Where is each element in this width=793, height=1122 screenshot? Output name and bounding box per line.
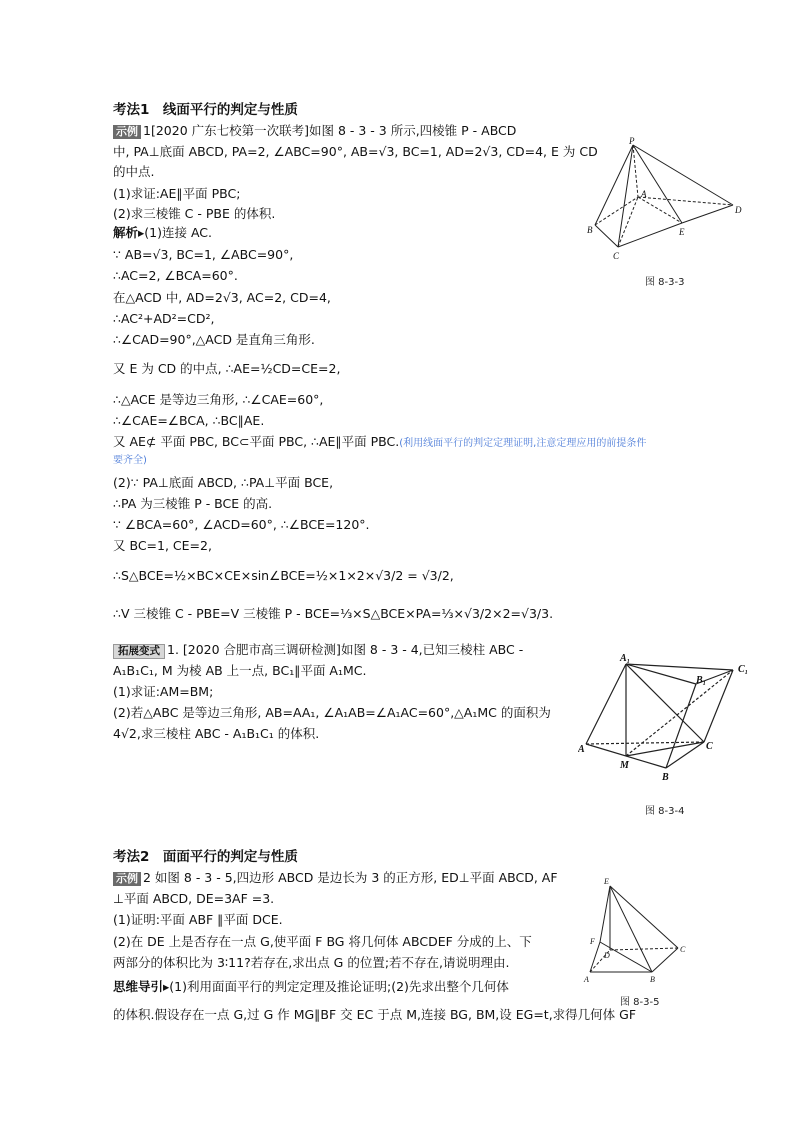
solution-line-11: (2)∵ PA⊥底面 ABCD, ∴PA⊥平面 BCE, xyxy=(113,475,334,490)
solution-note-cont: 要齐全) xyxy=(113,455,147,466)
solution-line-13: ∵ ∠BCA=60°, ∠ACD=60°, ∴∠BCE=120°. xyxy=(113,517,370,532)
variant-q1: (1)求证:AM=BM; xyxy=(113,684,214,699)
svg-text:A: A xyxy=(641,189,647,199)
example2-line-2: ⊥平面 ABCD, DE=3AF =3. xyxy=(113,891,275,906)
example1-q2: (2)求三棱锥 C - PBE 的体积. xyxy=(113,206,276,221)
example2-line-5: 两部分的体积比为 3∶11?若存在,求出点 G 的位置;若不存在,请说明理由. xyxy=(113,955,510,970)
example2-line-1: 示例 2 如图 8 - 3 - 5,四边形 ABCD 是边长为 3 的正方形, ED⊥平面 ABCD, AF xyxy=(113,870,558,886)
svg-text:D: D xyxy=(735,205,742,215)
solution-line-10: 又 AE⊄ 平面 PBC, BC⊂平面 PBC, ∴AE∥平面 PBC.(利用线面平行的判定定理证明,注意定理应用的前提条件 xyxy=(113,434,647,449)
svg-text:B: B xyxy=(662,772,669,783)
solution-line-14: 又 BC=1, CE=2, xyxy=(113,538,212,553)
svg-text:B₁: B₁ xyxy=(696,675,707,686)
figure-caption-8-3-5: 图 8-3-5 xyxy=(620,997,660,1008)
svg-text:B: B xyxy=(587,225,593,235)
solution-line-9: ∴∠CAE=∠BCA, ∴BC∥AE. xyxy=(113,413,265,428)
svg-text:C: C xyxy=(613,251,620,261)
svg-text:A: A xyxy=(584,975,589,984)
solution-tag: 解析▸ xyxy=(113,225,145,240)
svg-text:F: F xyxy=(590,937,595,946)
solution-line-15: ∴S△BCE=½×BC×CE×sin∠BCE=½×1×2×√3/2 = √3/2, xyxy=(113,568,454,583)
example2-q1: (1)证明:平面 ABF ∥平面 DCE. xyxy=(113,912,283,927)
svg-text:C₁: C₁ xyxy=(738,664,749,675)
example2-tag: 示例 xyxy=(113,872,141,886)
solution-line-6: ∴∠CAD=90°,△ACD 是直角三角形. xyxy=(113,332,315,347)
solution-line-4: 在△ACD 中, AD=2√3, AC=2, CD=4, xyxy=(113,290,331,305)
variant-tag: 拓展变式 xyxy=(113,644,165,659)
variant-line-2: A₁B₁C₁, M 为棱 AB 上一点, BC₁∥平面 A₁MC. xyxy=(113,663,367,678)
svg-text:A: A xyxy=(578,744,585,755)
solution-line-8: ∴△ACE 是等边三角形, ∴∠CAE=60°, xyxy=(113,392,324,407)
variant-line-1: 拓展变式 1. [2020 合肥市高三调研检测]如图 8 - 3 - 4,已知三棱柱 ABC - xyxy=(113,642,523,659)
svg-text:P: P xyxy=(629,136,635,146)
example1-line-2: 中, PA⊥底面 ABCD, PA=2, ∠ABC=90°, AB=√3, BC=1, AD=2√3, CD=4, E 为 CD xyxy=(113,144,598,159)
figure-caption-8-3-4: 图 8-3-4 xyxy=(645,806,685,817)
variant-q2: (2)若△ABC 是等边三角形, AB=AA₁, ∠A₁AB=∠A₁AC=60°,△A₁MC 的面积为 xyxy=(113,705,551,720)
guide-line-2: 的体积.假设存在一点 G,过 G 作 MG∥BF 交 EC 于点 M,连接 BG, BM,设 EG=t,求得几何体 GF xyxy=(113,1007,637,1022)
section1-heading: 考法1 线面平行的判定与性质 xyxy=(113,102,298,118)
variant-line-5: 4√2,求三棱柱 ABC - A₁B₁C₁ 的体积. xyxy=(113,726,320,741)
figure-caption-8-3-3: 图 8-3-3 xyxy=(645,277,685,288)
solution-line-3: ∴AC=2, ∠BCA=60°. xyxy=(113,268,238,283)
guide-tag: 思维导引▸ xyxy=(113,979,170,994)
example1-line-3: 的中点. xyxy=(113,164,155,179)
solution-line-12: ∴PA 为三棱锥 P - BCE 的高. xyxy=(113,496,273,511)
example1-line-1: 示例 1[2020 广东七校第一次联考]如图 8 - 3 - 3 所示,四棱锥 P - ABCD xyxy=(113,123,516,139)
figure-8-3-5 xyxy=(580,872,695,990)
solution-note: (利用线面平行的判定定理证明,注意定理应用的前提条件 xyxy=(399,438,647,449)
svg-text:E: E xyxy=(679,227,685,237)
section2-heading: 考法2 面面平行的判定与性质 xyxy=(113,849,298,865)
svg-text:M: M xyxy=(620,760,629,771)
figure-8-3-4 xyxy=(578,650,758,785)
example1-q1: (1)求证:AE∥平面 PBC; xyxy=(113,186,241,201)
svg-text:A₁: A₁ xyxy=(620,653,631,664)
svg-text:E: E xyxy=(604,877,609,886)
solution-line-7: 又 E 为 CD 的中点, ∴AE=½CD=CE=2, xyxy=(113,361,341,376)
guide-line-1: 思维导引▸(1)利用面面平行的判定定理及推论证明;(2)先求出整个几何体 xyxy=(113,979,509,994)
figure-8-3-3 xyxy=(585,135,750,265)
svg-text:B: B xyxy=(650,975,655,984)
solution-line-2: ∵ AB=√3, BC=1, ∠ABC=90°, xyxy=(113,247,294,262)
solution-line-5: ∴AC²+AD²=CD², xyxy=(113,311,215,326)
solution-line-1: 解析▸(1)连接 AC. xyxy=(113,225,212,240)
svg-text:C: C xyxy=(680,945,686,954)
solution-line-16: ∴V 三棱锥 C - PBE=V 三棱锥 P - BCE=⅓×S△BCE×PA=⅓×√3/2×2=√3/3. xyxy=(113,606,554,621)
svg-text:C: C xyxy=(706,741,713,752)
example2-q2: (2)在 DE 上是否存在一点 G,使平面 F BG 将几何体 ABCDEF 分成的上、下 xyxy=(113,934,532,949)
svg-text:D: D xyxy=(604,951,610,960)
example-tag: 示例 xyxy=(113,125,141,139)
